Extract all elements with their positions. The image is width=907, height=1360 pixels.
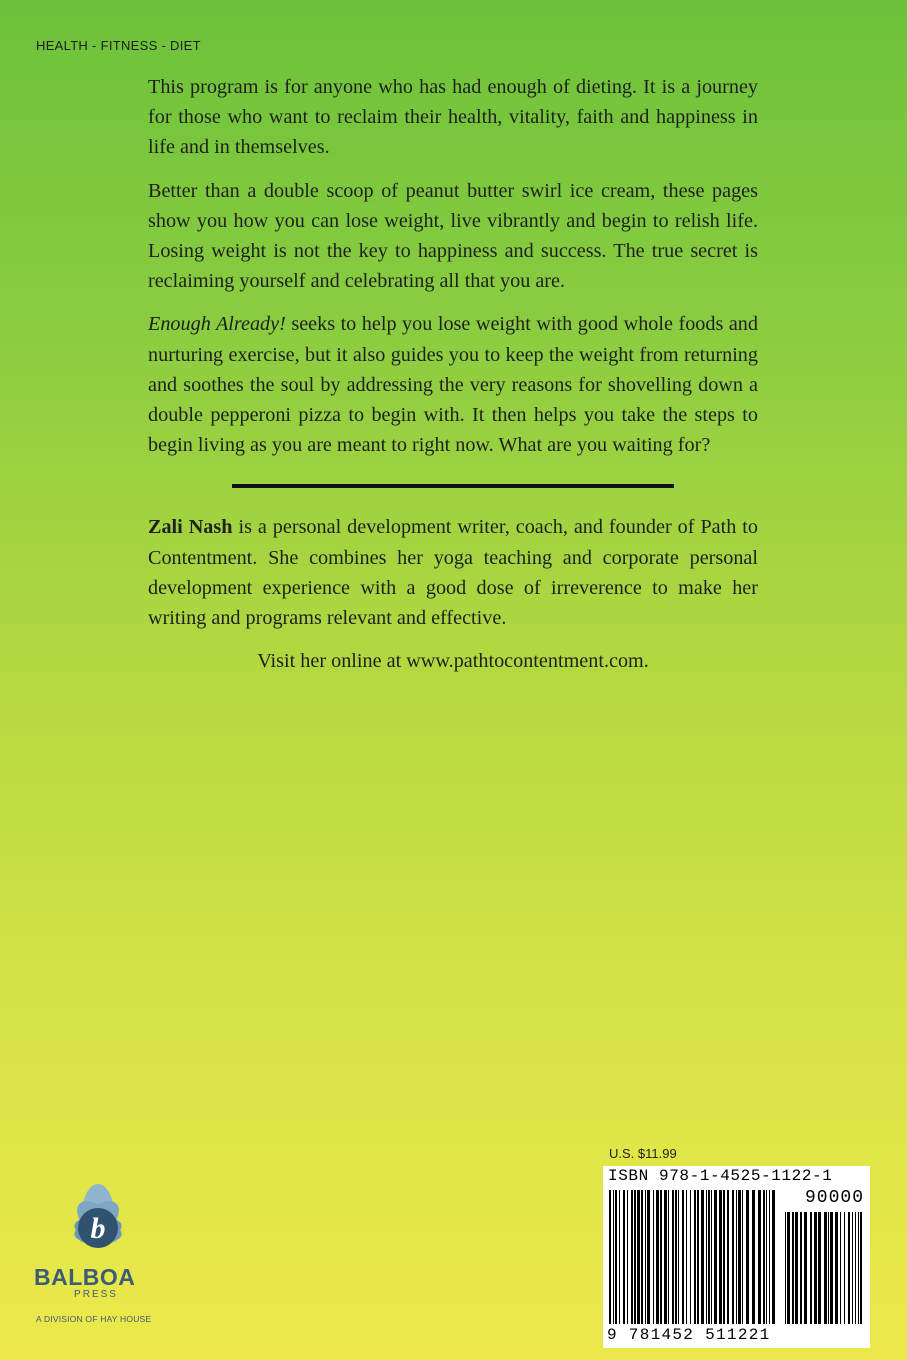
barcode-bar	[682, 1190, 684, 1324]
barcode-bar	[824, 1212, 827, 1324]
author-name: Zali Nash	[148, 516, 233, 539]
barcode-bar	[678, 1190, 679, 1324]
barcode-bar	[787, 1212, 790, 1324]
barcode-bar	[664, 1190, 667, 1324]
barcode-bar	[645, 1190, 646, 1324]
logo-monogram: b	[90, 1212, 106, 1245]
barcode-bar	[848, 1212, 850, 1324]
barcode-bar	[727, 1190, 729, 1324]
isbn-number: ISBN 978-1-4525-1122-1	[608, 1167, 833, 1185]
barcode-bar	[736, 1190, 737, 1324]
author-website: Visit her online at www.pathtocontentment.com.	[257, 650, 649, 673]
barcode-bar	[738, 1190, 741, 1324]
barcode-bar	[860, 1212, 862, 1324]
barcode-bar	[708, 1190, 710, 1324]
barcode-bar	[795, 1212, 798, 1324]
barcode-bar	[701, 1190, 704, 1324]
barcode-bar	[818, 1212, 821, 1324]
back-cover-blurb	[148, 72, 758, 689]
barcode-bar	[835, 1212, 838, 1324]
barcode-bar	[711, 1190, 712, 1324]
barcode-bar	[641, 1190, 643, 1324]
publisher-name: BALBOA	[34, 1264, 136, 1290]
barcode-bar	[653, 1190, 654, 1324]
price-label: U.S. $11.99	[609, 1146, 677, 1161]
author-bio-text: is a personal development writer, coach, and founder of Path to Contentment. She combines her yoga teaching and corporate personal development experience with a good dose of irreverence to make her writing and programs relevant and effective.	[148, 516, 758, 630]
barcode-bar	[732, 1190, 734, 1324]
barcode-bar	[792, 1212, 794, 1324]
barcode-bar	[752, 1190, 755, 1324]
barcode-bar	[675, 1190, 677, 1324]
barcode-bar	[613, 1190, 614, 1324]
barcode-bar	[668, 1190, 669, 1324]
barcode-bar	[672, 1190, 674, 1324]
blurb-paragraph-1: This program is for anyone who has had enough of dieting. It is a journey for those who want to reclaim their health, vitality, faith and happiness in life and in themselves.	[148, 76, 758, 159]
barcode-bar	[814, 1212, 817, 1324]
publisher-imprint: PRESS	[74, 1289, 118, 1300]
barcode-bar	[769, 1190, 770, 1324]
barcode-bar	[855, 1212, 856, 1324]
author-bio	[148, 512, 758, 633]
barcode-bar	[694, 1190, 696, 1324]
barcode-bar	[844, 1212, 845, 1324]
barcode-bar	[634, 1190, 636, 1324]
barcode-bar	[746, 1190, 749, 1324]
barcode-bar	[852, 1212, 853, 1324]
barcode-bar	[763, 1190, 765, 1324]
barcode-bar	[830, 1212, 833, 1324]
barcode-bar	[619, 1190, 620, 1324]
barcode-bar	[804, 1212, 807, 1324]
barcode-bar	[615, 1190, 617, 1324]
section-divider	[232, 484, 674, 488]
barcode-bars-icon	[609, 1190, 779, 1324]
barcode-bar	[766, 1190, 767, 1324]
barcode-bar	[840, 1212, 841, 1324]
barcode-bar	[631, 1190, 633, 1324]
barcode-bar	[627, 1190, 628, 1324]
category-label: HEALTH - FITNESS - DIET	[36, 38, 201, 53]
barcode-bar	[706, 1190, 707, 1324]
balboa-press-logo	[34, 1182, 164, 1300]
barcode-price-code: 90000	[804, 1188, 864, 1208]
barcode-bar	[723, 1190, 725, 1324]
barcode-bar	[758, 1190, 761, 1324]
barcode-bar	[609, 1190, 611, 1324]
barcode-bar	[623, 1190, 625, 1324]
barcode-bar	[800, 1212, 802, 1324]
isbn-barcode	[603, 1166, 870, 1348]
barcode-bar	[686, 1190, 687, 1324]
barcode-bar	[772, 1190, 775, 1324]
book-title: Enough Already!	[148, 313, 286, 336]
barcode-bar	[858, 1212, 859, 1324]
blurb-paragraph-3-text: seeks to help you lose weight with good whole foods and nurturing exercise, but it also guides you to keep the weight from returning and soothes the soul by addressing the very reasons for shovelling down a double pepperoni pizza to begin with. It then helps you take the steps to begin living as you are meant to right now. What are you waiting for?	[148, 313, 758, 457]
blurb-paragraph-3	[148, 309, 758, 460]
barcode-addon-bars-icon	[785, 1212, 863, 1324]
publisher-tagline: A DIVISION OF HAY HOUSE	[36, 1314, 152, 1324]
barcode-bar	[714, 1190, 717, 1324]
barcode-bar	[719, 1190, 722, 1324]
lotus-icon	[52, 1182, 144, 1266]
barcode-bar	[742, 1190, 743, 1324]
barcode-bar	[656, 1190, 659, 1324]
barcode-bar	[637, 1190, 640, 1324]
ean-digits: 9 781452 511221	[607, 1326, 771, 1344]
barcode-bar	[828, 1212, 829, 1324]
barcode-bar	[810, 1212, 812, 1324]
barcode-bar	[785, 1212, 786, 1324]
barcode-bar	[697, 1190, 699, 1324]
blurb-paragraph-2: Better than a double scoop of peanut butter swirl ice cream, these pages show you how you can lose weight, live vibrantly and begin to relish life. Losing weight is not the key to happiness and success. The true secret is reclaiming yourself and celebrating all that you are.	[148, 179, 758, 293]
barcode-bar	[647, 1190, 650, 1324]
barcode-bar	[690, 1190, 691, 1324]
barcode-bar	[660, 1190, 662, 1324]
